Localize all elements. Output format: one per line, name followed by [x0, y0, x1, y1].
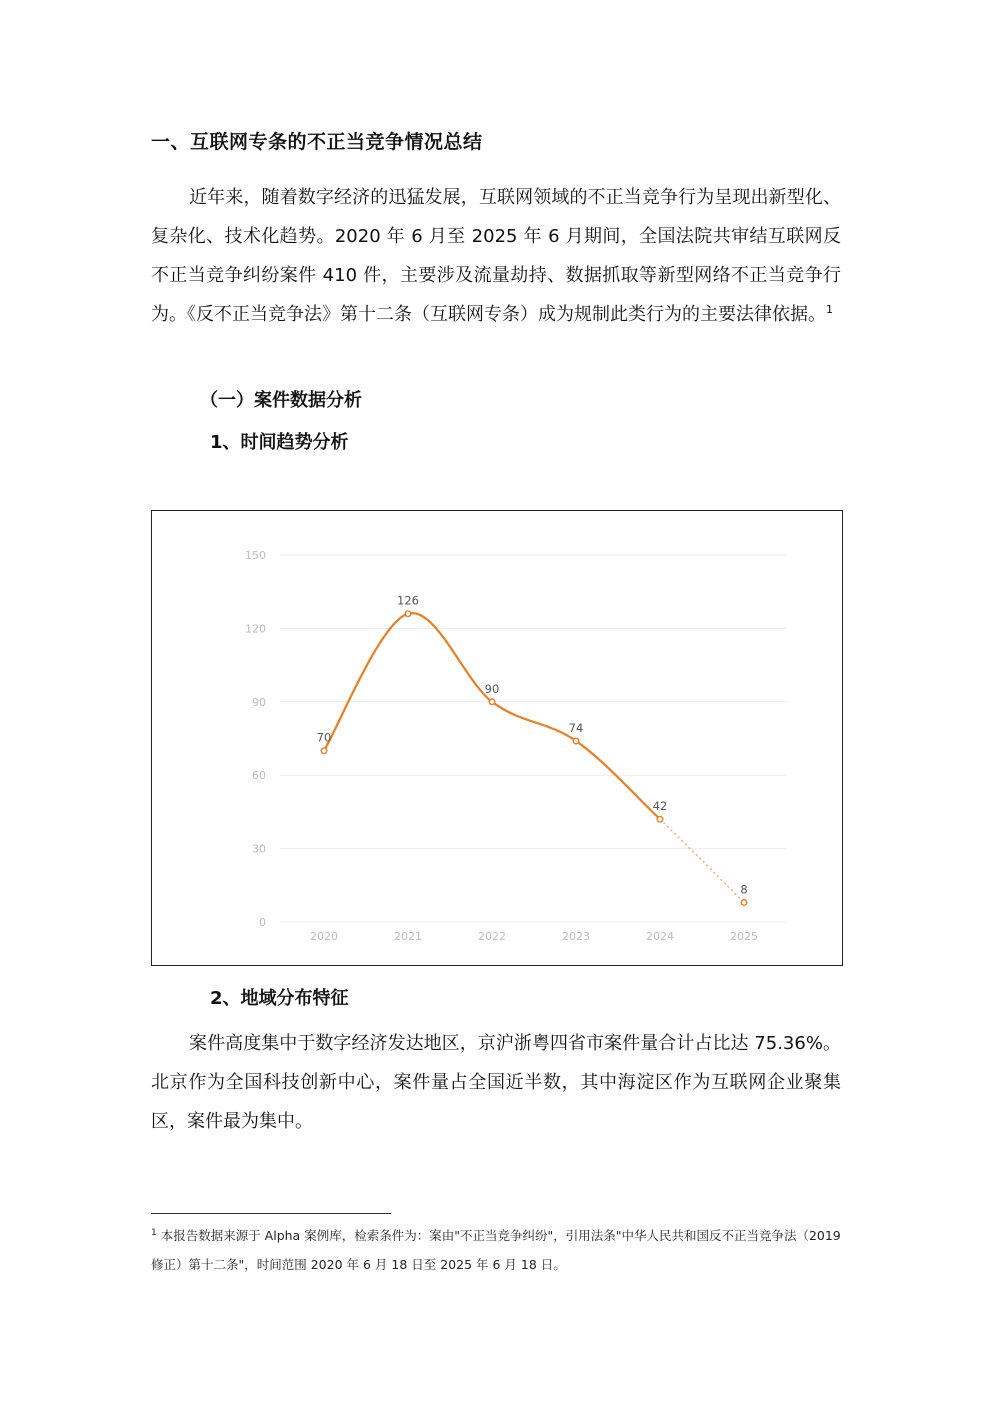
- series-line-projected: [660, 819, 744, 902]
- footnote-text: 本报告数据来源于 Alpha 案例库，检索条件为：案由"不正当竞争纠纷"，引用法条"中华人民共和国反不正当竞争法（2019 修正）第十二条"，时间范围 2020 年 6 月 18 日至 2025 年 6 月 18 日。: [151, 1228, 841, 1272]
- regional-paragraph-text: 案件高度集中于数字经济发达地区，京沪浙粤四省市案件量合计占比达 75.36%。北京作为全国科技创新中心，案件量占全国近半数，其中海淀区作为互联网企业聚集区，案件最为集中。: [151, 1033, 841, 1132]
- intro-paragraph: [151, 178, 841, 334]
- footnote-marker: 1: [151, 1227, 157, 1238]
- footnote-divider: [151, 1213, 391, 1214]
- y-tick-label: 90: [252, 695, 266, 709]
- footnote: [151, 1221, 841, 1279]
- footnote-reference[interactable]: 1: [826, 303, 833, 316]
- section-heading: 一、互联网专条的不正当竞争情况总结: [151, 131, 483, 153]
- subheading-regional-distribution: 2、地域分布特征: [210, 988, 349, 1009]
- data-label: 90: [484, 681, 500, 696]
- x-tick-label: 2022: [478, 930, 506, 943]
- regional-paragraph: [151, 1024, 841, 1141]
- data-label: 74: [568, 720, 584, 735]
- data-point: [405, 611, 411, 617]
- x-tick-label: 2024: [646, 930, 674, 943]
- y-tick-label: 150: [245, 549, 266, 562]
- y-tick-label: 120: [245, 622, 266, 636]
- x-tick-label: 2023: [562, 930, 590, 943]
- y-tick-label: 0: [259, 916, 266, 929]
- data-label: 126: [397, 593, 419, 608]
- data-point: [573, 738, 579, 744]
- data-label: 70: [316, 730, 332, 745]
- x-tick-label: 2025: [730, 930, 758, 943]
- subheading-case-data: （一）案件数据分析: [200, 390, 362, 411]
- data-point: [489, 699, 495, 705]
- x-tick-label: 2020: [310, 930, 338, 943]
- line-chart: [151, 510, 843, 966]
- x-tick-label: 2021: [394, 930, 422, 943]
- data-label: 42: [652, 799, 668, 814]
- intro-paragraph-text: 近年来，随着数字经济的迅猛发展，互联网领域的不正当竞争行为呈现出新型化、复杂化、技术化趋势。2020 年 6 月至 2025 年 6 月期间，全国法院共审结互联网反不正当竞争纠纷案件 410 件，主要涉及流量劫持、数据抓取等新型网络不正当竞争行为。《反不正当竞争法》第十二条（互联网专条）成为规制此类行为的主要法律依据。: [151, 187, 841, 325]
- data-point: [741, 900, 747, 906]
- series-line: [324, 613, 660, 819]
- y-tick-label: 60: [252, 769, 266, 783]
- line-chart-svg: [152, 511, 842, 965]
- y-tick-label: 30: [252, 842, 266, 856]
- data-label: 8: [740, 882, 748, 897]
- data-point: [657, 816, 663, 822]
- data-point: [321, 748, 327, 754]
- subheading-time-trend: 1、时间趋势分析: [210, 432, 349, 453]
